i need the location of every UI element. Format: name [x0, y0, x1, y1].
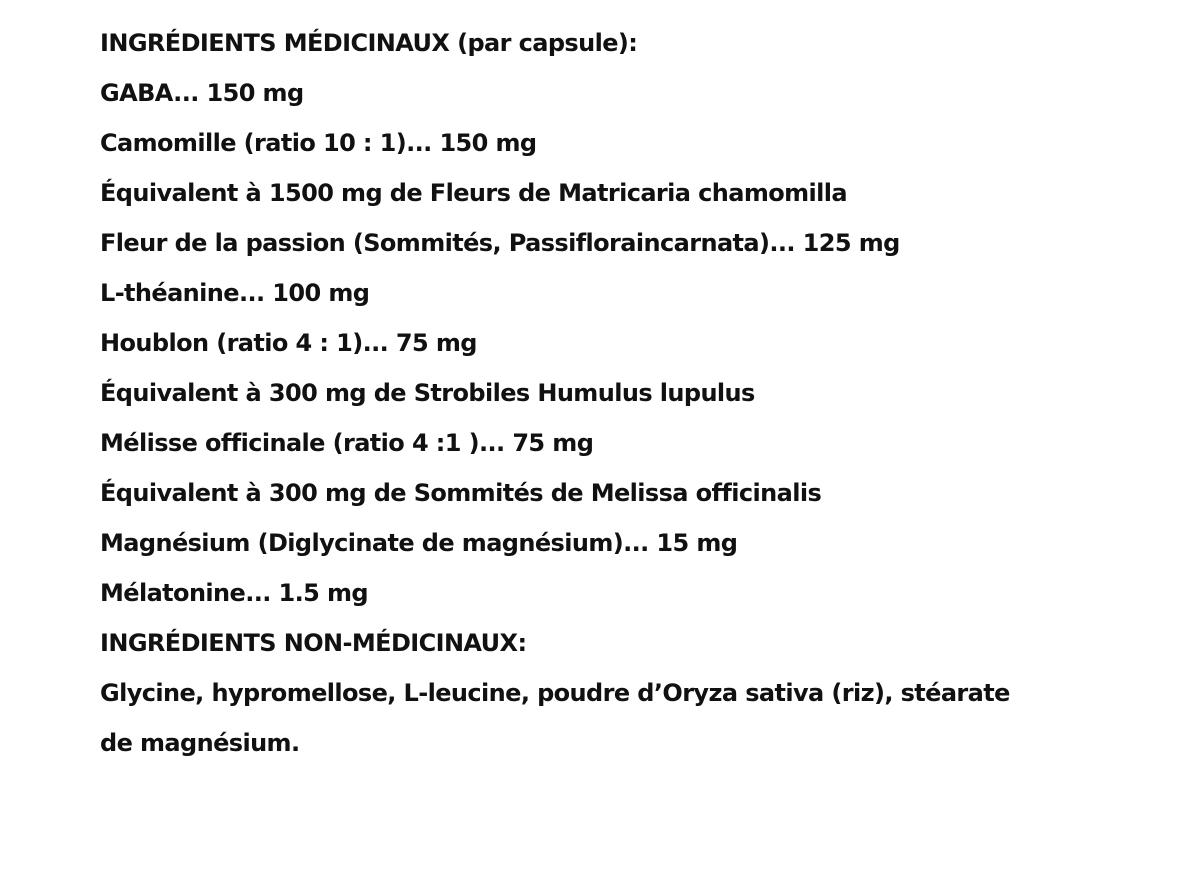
- ingredient-line-lemon-balm: Mélisse officinale (ratio 4 :1 )... 75 mg: [100, 429, 594, 457]
- medicinal-ingredients-heading: INGRÉDIENTS MÉDICINAUX (par capsule):: [100, 29, 638, 57]
- ingredient-line-gaba: GABA... 150 mg: [100, 79, 304, 107]
- ingredient-line-melatonin: Mélatonine... 1.5 mg: [100, 579, 368, 607]
- ingredient-line-passion-flower: Fleur de la passion (Sommités, Passifloraincarnata)... 125 mg: [100, 229, 900, 257]
- non-medicinal-ingredients-list: Glycine, hypromellose, L-leucine, poudre d’Oryza sativa (riz), stéarate de magnésium.: [100, 679, 1010, 757]
- non-medicinal-ingredients-heading: INGRÉDIENTS NON-MÉDICINAUX:: [100, 629, 527, 657]
- ingredients-document: [100, 18, 1100, 768]
- ingredient-line-magnesium: Magnésium (Diglycinate de magnésium)... 15 mg: [100, 529, 738, 557]
- ingredient-line-chamomile: Camomille (ratio 10 : 1)... 150 mg: [100, 129, 537, 157]
- ingredient-line-lemon-balm-equivalent: Équivalent à 300 mg de Sommités de Melissa officinalis: [100, 479, 822, 507]
- ingredient-line-chamomile-equivalent: Équivalent à 1500 mg de Fleurs de Matricaria chamomilla: [100, 179, 848, 207]
- ingredient-line-hops-equivalent: Équivalent à 300 mg de Strobiles Humulus lupulus: [100, 379, 755, 407]
- ingredient-line-l-theanine: L-théanine... 100 mg: [100, 279, 370, 307]
- ingredient-line-hops: Houblon (ratio 4 : 1)... 75 mg: [100, 329, 477, 357]
